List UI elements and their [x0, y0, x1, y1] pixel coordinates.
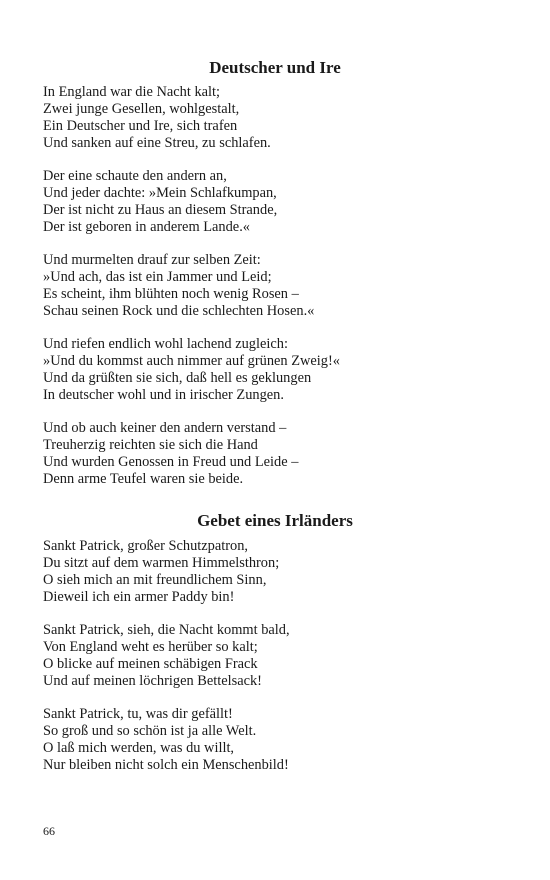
- verse-line: Der ist geboren in anderem Lande.«: [43, 219, 250, 235]
- verse-line: Dieweil ich ein armer Paddy bin!: [43, 589, 235, 605]
- stanza: [43, 706, 523, 774]
- verse-line: Und wurden Genossen in Freud und Leide –: [43, 454, 299, 470]
- verse-line: Und murmelten drauf zur selben Zeit:: [43, 252, 261, 268]
- stanza: [43, 336, 523, 404]
- verse-line: Sankt Patrick, großer Schutzpatron,: [43, 538, 249, 554]
- verse-line: Schau seinen Rock und die schlechten Hosen.«: [43, 303, 315, 319]
- verse-line: O sieh mich an mit freundlichem Sinn,: [43, 572, 267, 588]
- verse-line: Sankt Patrick, sieh, die Nacht kommt bald,: [43, 622, 290, 638]
- verse-line: Treuherzig reichten sie sich die Hand: [43, 437, 258, 453]
- verse-line: Der ist nicht zu Haus an diesem Strande,: [43, 202, 278, 218]
- verse-line: Nur bleiben nicht solch ein Menschenbild!: [43, 757, 289, 773]
- poem-title: Gebet eines Irländers: [197, 511, 353, 530]
- verse-line: Und riefen endlich wohl lachend zugleich:: [43, 336, 288, 352]
- stanza: [43, 622, 523, 690]
- verse-line: Und ob auch keiner den andern verstand –: [43, 420, 287, 436]
- verse-line: Denn arme Teufel waren sie beide.: [43, 471, 244, 487]
- verse-line: Und da grüßten sie sich, daß hell es geklungen: [43, 370, 312, 386]
- verse-line: In England war die Nacht kalt;: [43, 84, 221, 100]
- poem-title: Deutscher und Ire: [209, 58, 341, 77]
- stanza: [43, 538, 523, 606]
- verse-line: Du sitzt auf dem warmen Himmelsthron;: [43, 555, 280, 571]
- verse-line: Sankt Patrick, tu, was dir gefällt!: [43, 706, 233, 722]
- stanza: [43, 84, 523, 152]
- verse-line: »Und ach, das ist ein Jammer und Leid;: [43, 269, 272, 285]
- verse-line: Ein Deutscher und Ire, sich trafen: [43, 118, 238, 134]
- verse-line: Es scheint, ihm blühten noch wenig Rosen –: [43, 286, 299, 302]
- stanza: [43, 168, 523, 236]
- verse-line: O laß mich werden, was du willt,: [43, 740, 235, 756]
- verse-line: O blicke auf meinen schäbigen Frack: [43, 656, 258, 672]
- page-number: 66: [43, 824, 55, 838]
- verse-line: So groß und so schön ist ja alle Welt.: [43, 723, 257, 739]
- verse-line: Und auf meinen löchrigen Bettelsack!: [43, 673, 262, 689]
- verse-line: Der eine schaute den andern an,: [43, 168, 227, 184]
- verse-line: Zwei junge Gesellen, wohlgestalt,: [43, 101, 240, 117]
- verse-line: Und sanken auf eine Streu, zu schlafen.: [43, 135, 271, 151]
- verse-line: Und jeder dachte: »Mein Schlafkumpan,: [43, 185, 277, 201]
- verse-line: In deutscher wohl und in irischer Zungen.: [43, 387, 284, 403]
- stanza: [43, 420, 523, 488]
- verse-line: Von England weht es herüber so kalt;: [43, 639, 258, 655]
- stanza: [43, 252, 523, 320]
- verse-line: »Und du kommst auch nimmer auf grünen Zweig!«: [43, 353, 340, 369]
